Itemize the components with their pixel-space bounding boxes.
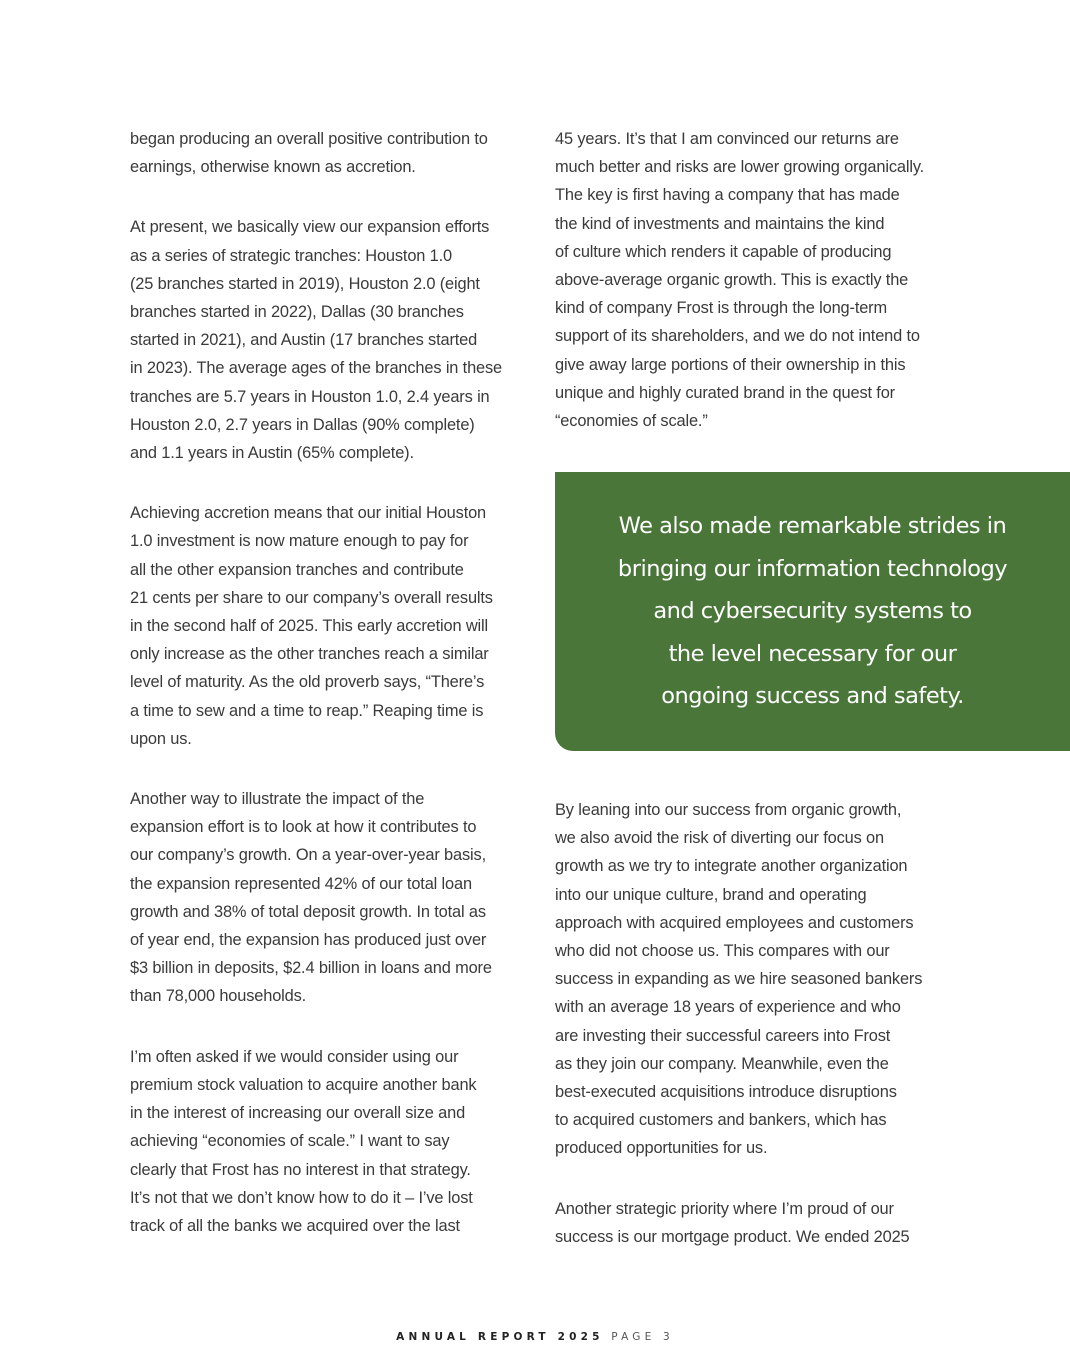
text-line: approach with acquired employees and customers <box>555 913 914 932</box>
body-paragraph <box>130 1043 515 1240</box>
right-column-bottom <box>555 796 955 1251</box>
text-line: Achieving accretion means that our initial Houston <box>130 504 487 523</box>
left-column <box>130 125 515 1240</box>
text-line: the expansion represented 42% of our total loan <box>130 874 472 893</box>
text-line: started in 2021), and Austin (17 branches started <box>130 331 478 350</box>
text-line: upon us. <box>130 729 192 748</box>
text-line: 45 years. It’s that I am convinced our returns are <box>555 130 899 148</box>
text-line: and 1.1 years in Austin (65% complete). <box>130 444 414 463</box>
body-paragraph <box>130 785 515 1011</box>
text-line: growth and 38% of total deposit growth. In total as <box>130 902 486 921</box>
report-label: ANNUAL REPORT 2025 <box>396 1331 604 1343</box>
body-paragraph <box>130 499 515 753</box>
text-line: above-average organic growth. This is exactly the <box>555 271 909 290</box>
text-line: give away large portions of their ownership in this <box>555 355 906 374</box>
text-line: with an average 18 years of experience and who <box>555 998 901 1017</box>
text-line: (25 branches started in 2019), Houston 2.0 (eight <box>130 274 480 293</box>
pull-quote-line: ongoing success and safety. <box>661 683 964 709</box>
text-line: $3 billion in deposits, $2.4 billion in loans and more <box>130 959 492 978</box>
body-paragraph <box>555 1195 955 1251</box>
text-line: support of its shareholders, and we do not intend to <box>555 327 920 346</box>
page-number: PAGE 3 <box>611 1331 674 1343</box>
text-line: achieving “economies of scale.” I want to say <box>130 1132 450 1151</box>
text-line: who did not choose us. This compares with our <box>555 942 890 961</box>
text-line: began producing an overall positive contribution to <box>130 130 488 148</box>
text-line: I’m often asked if we would consider using our <box>130 1047 459 1066</box>
text-line: premium stock valuation to acquire another bank <box>130 1075 477 1094</box>
body-paragraph <box>130 213 515 467</box>
text-line: clearly that Frost has no interest in that strategy. <box>130 1160 471 1179</box>
text-line: 1.0 investment is now mature enough to pay for <box>130 532 469 551</box>
text-line: 21 cents per share to our company’s overall results <box>130 588 493 607</box>
text-line: expansion effort is to look at how it contributes to <box>130 818 477 837</box>
pull-quote-line: bringing our information technology <box>617 555 1008 582</box>
pull-quote-box <box>555 472 1070 751</box>
text-line: to acquired customers and bankers, which has <box>555 1111 887 1130</box>
text-line: By leaning into our success from organic growth, <box>555 801 902 819</box>
text-line: are investing their successful careers into Frost <box>555 1026 891 1045</box>
text-line: only increase as the other tranches reach a similar <box>130 645 489 664</box>
page-footer <box>0 1331 1070 1343</box>
text-line: a time to sew and a time to reap.” Reaping time is <box>130 701 484 720</box>
text-line: Another strategic priority where I’m proud of our <box>555 1199 894 1218</box>
text-line: Houston 2.0, 2.7 years in Dallas (90% complete) <box>130 415 475 434</box>
text-line: tranches are 5.7 years in Houston 1.0, 2.4 years in <box>130 387 490 406</box>
text-line: much better and risks are lower growing organically. <box>555 158 925 177</box>
text-line: in 2023). The average ages of the branches in these <box>130 359 503 378</box>
text-line: all the other expansion tranches and contribute <box>130 560 464 579</box>
text-line: produced opportunities for us. <box>555 1139 768 1158</box>
text-line: into our unique culture, brand and operating <box>555 885 867 904</box>
text-line: level of maturity. As the old proverb says, “There’s <box>130 673 485 692</box>
text-line: we also avoid the risk of diverting our focus on <box>555 829 884 848</box>
text-line: kind of company Frost is through the long-term <box>555 299 887 318</box>
pull-quote-line: We also made remarkable strides in <box>618 513 1007 539</box>
text-line: of culture which renders it capable of producing <box>555 242 892 261</box>
text-line: branches started in 2022), Dallas (30 branches <box>130 303 464 322</box>
text-line: in the interest of increasing our overall size and <box>130 1104 466 1123</box>
text-line: The key is first having a company that has made <box>555 186 900 205</box>
text-line: growth as we try to integrate another organization <box>555 857 908 876</box>
body-paragraph <box>130 125 515 181</box>
pull-quote-line: the level necessary for our <box>668 640 957 667</box>
text-line: as they join our company. Meanwhile, even the <box>555 1054 889 1073</box>
text-line: our company’s growth. On a year-over-year basis, <box>130 846 486 865</box>
text-line: It’s not that we don’t know how to do it – I’ve lost <box>130 1188 473 1207</box>
body-paragraph <box>555 125 955 435</box>
text-line: the kind of investments and maintains the kind <box>555 214 885 233</box>
text-line: success in expanding as we hire seasoned bankers <box>555 970 923 989</box>
body-paragraph <box>555 796 955 1163</box>
text-line: earnings, otherwise known as accretion. <box>130 158 416 177</box>
pull-quote-line: and cybersecurity systems to <box>653 598 972 624</box>
text-line: Another way to illustrate the impact of the <box>130 790 425 809</box>
text-line: “economies of scale.” <box>555 412 708 431</box>
text-line: as a series of strategic tranches: Houston 1.0 <box>130 246 452 265</box>
text-line: success is our mortgage product. We ended 2025 <box>555 1227 910 1246</box>
text-line: than 78,000 households. <box>130 987 307 1006</box>
right-column-top <box>555 125 955 435</box>
text-line: At present, we basically view our expansion efforts <box>130 218 490 237</box>
text-line: track of all the banks we acquired over the last <box>130 1216 460 1235</box>
text-line: best-executed acquisitions introduce disruptions <box>555 1083 897 1102</box>
text-line: in the second half of 2025. This early accretion will <box>130 617 489 636</box>
text-line: of year end, the expansion has produced just over <box>130 931 487 950</box>
text-line: unique and highly curated brand in the quest for <box>555 383 895 402</box>
